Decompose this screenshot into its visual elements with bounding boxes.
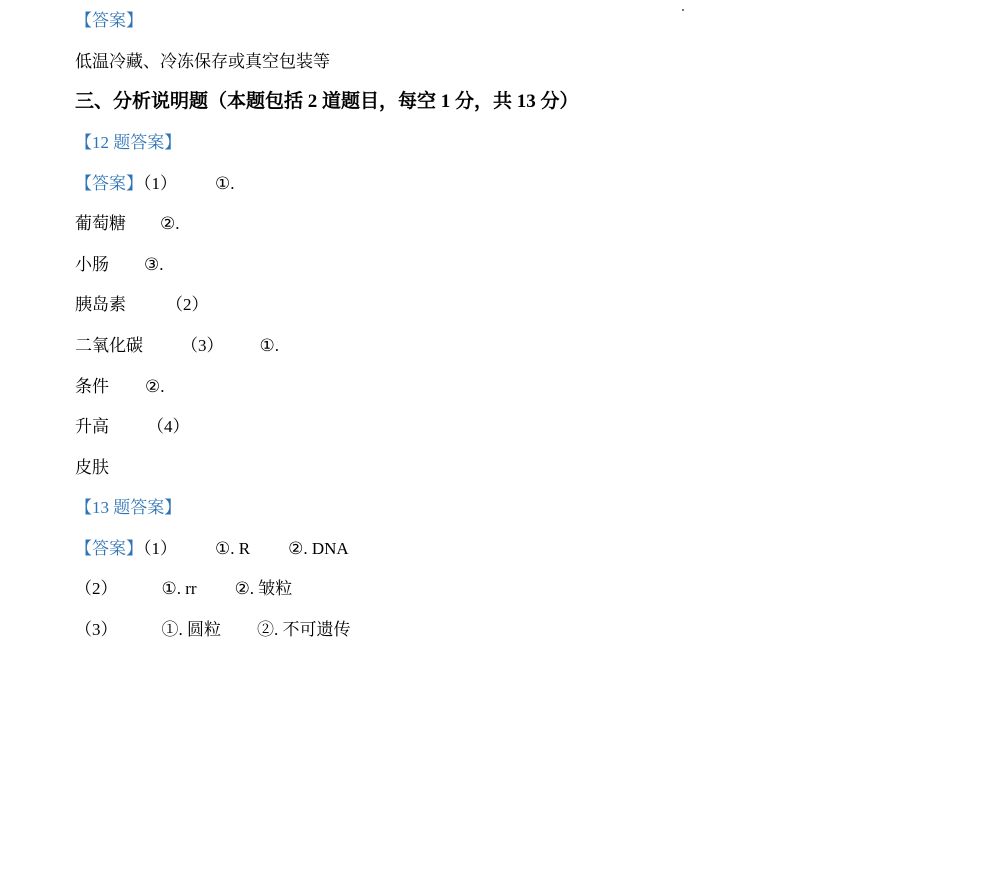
answer-value: ①. 圆粒 [161,620,221,639]
answer-label: 【答案】 [75,539,143,558]
blank-marker: ①. [259,336,279,355]
q13-answer-line-2 [75,578,292,600]
q12-answer-line-7 [75,416,190,438]
q12-answer-line-5 [75,335,279,357]
answer-value: 小肠 [75,255,109,274]
q12-answer-line-2 [75,213,180,235]
answer-value: 胰岛素 [75,295,126,314]
part-number: （2） [166,295,209,314]
q13-answer-line-3 [75,619,351,641]
part-number: （3） [75,620,118,639]
answer-value: ①. R [215,539,251,558]
blank-marker: ①. [215,174,235,193]
question-13-label: 【13 题答案】 [75,498,182,517]
blank-marker: ②. [145,377,165,396]
answer-label: 【答案】 [75,11,143,30]
part-number: （1） [143,539,177,558]
part-number: （4） [147,417,190,436]
answer-value: 升高 [75,417,109,436]
part-number: （2） [75,579,118,598]
blank-marker: ②. [160,214,180,233]
answer-label: 【答案】 [75,174,143,193]
part-number: （3） [181,336,224,355]
answer-value: ②. 皱粒 [234,579,293,598]
page-mark [682,9,684,11]
q12-answer-line-6 [75,376,165,398]
blank-marker: ③. [144,255,164,274]
section-heading: 三、分析说明题（本题包括 2 道题目，每空 1 分，共 13 分） [75,91,579,112]
q12-answer-line-1 [75,173,235,195]
answer-value: 条件 [75,377,109,396]
answer-value: 二氧化碳 [75,336,143,355]
question-12-label: 【12 题答案】 [75,133,182,152]
answer-value: ②. 不可遗传 [257,620,351,639]
answer-value: 皮肤 [75,458,109,477]
answer-value: ②. DNA [288,539,349,558]
q12-answer-line-4 [75,294,209,316]
part-number: （1） [143,174,177,193]
q12-answer-line-3 [75,254,164,276]
q13-answer-line-1 [75,538,349,560]
answer-value: 葡萄糖 [75,214,126,233]
answer-value: ①. rr [161,579,197,598]
answer-text: 低温冷藏、冷冻保存或真空包装等 [75,52,330,71]
q12-answer-line-8 [75,457,109,479]
